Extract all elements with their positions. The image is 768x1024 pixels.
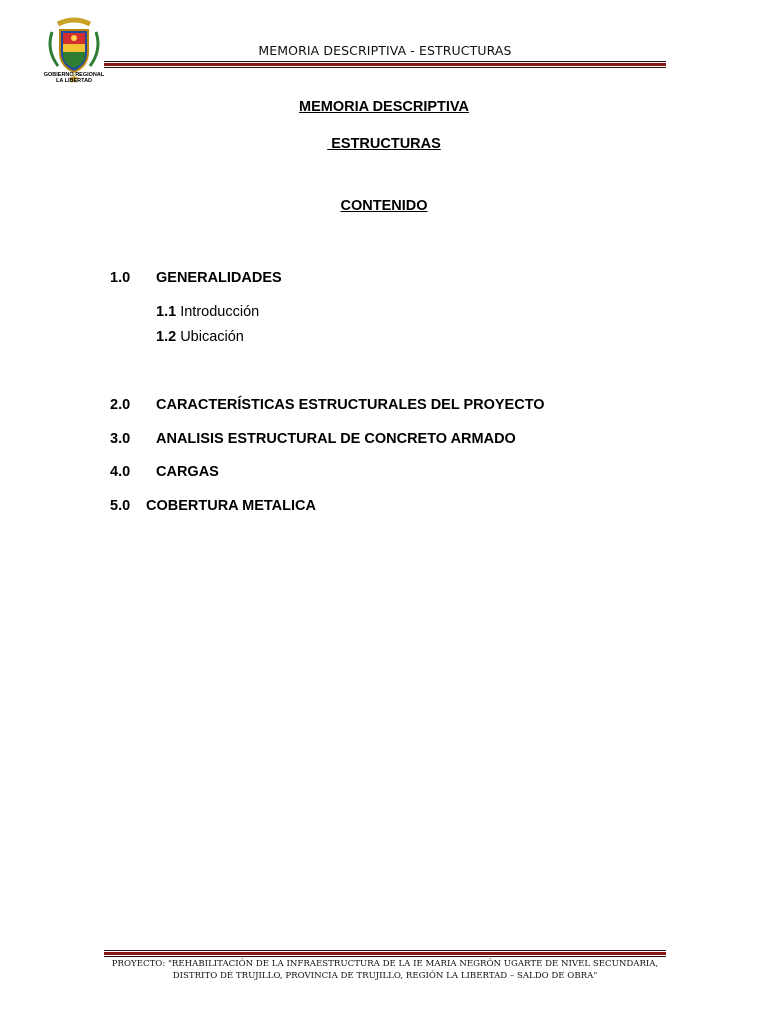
- toc-title: CARGAS: [156, 464, 219, 480]
- document-title: MEMORIA DESCRIPTIVA: [299, 99, 469, 115]
- toc-title: ANALISIS ESTRUCTURAL DE CONCRETO ARMADO: [156, 431, 516, 447]
- logo-caption-line1: GOBIERNO REGIONAL: [43, 72, 105, 78]
- toc-number: 2.0: [110, 397, 131, 413]
- toc-subitem-1-1: [156, 304, 259, 320]
- toc-subitem-1-2: [156, 329, 244, 345]
- toc-subnumber: 1.2: [156, 329, 177, 345]
- contents-heading: CONTENIDO: [340, 198, 428, 214]
- toc-title: COBERTURA METALICA: [146, 498, 316, 514]
- toc-number: 3.0: [110, 431, 131, 447]
- toc-subtitle: Introducción: [176, 304, 260, 320]
- footer-divider: [104, 950, 666, 957]
- footer-project-description: [104, 958, 666, 982]
- page-header-title: MEMORIA DESCRIPTIVA - ESTRUCTURAS: [258, 43, 512, 58]
- regional-coat-of-arms-logo: [38, 14, 110, 86]
- toc-number: 1.0: [110, 270, 131, 286]
- document-subtitle: ESTRUCTURAS: [327, 136, 441, 152]
- logo-caption-line2: LA LIBERTAD: [55, 78, 93, 84]
- toc-number: 4.0: [110, 464, 131, 480]
- toc-title: GENERALIDADES: [156, 270, 282, 286]
- toc-number: 5.0: [110, 498, 131, 514]
- footer-line-1: PROYECTO: "REHABILITACIÓN DE LA INFRAESTRUCTURA DE LA IE MARIA NEGRÓN UGARTE DE NIVEL SECUNDARIA,: [111, 959, 659, 969]
- toc-title: CARACTERÍSTICAS ESTRUCTURALES DEL PROYECTO: [156, 397, 545, 413]
- toc-subtitle: Ubicación: [176, 329, 244, 345]
- header-divider: [104, 61, 666, 68]
- footer-line-2: DISTRITO DE TRUJILLO, PROVINCIA DE TRUJILLO, REGIÓN LA LIBERTAD – SALDO DE OBRA": [172, 971, 598, 981]
- toc-subnumber: 1.1: [156, 304, 177, 320]
